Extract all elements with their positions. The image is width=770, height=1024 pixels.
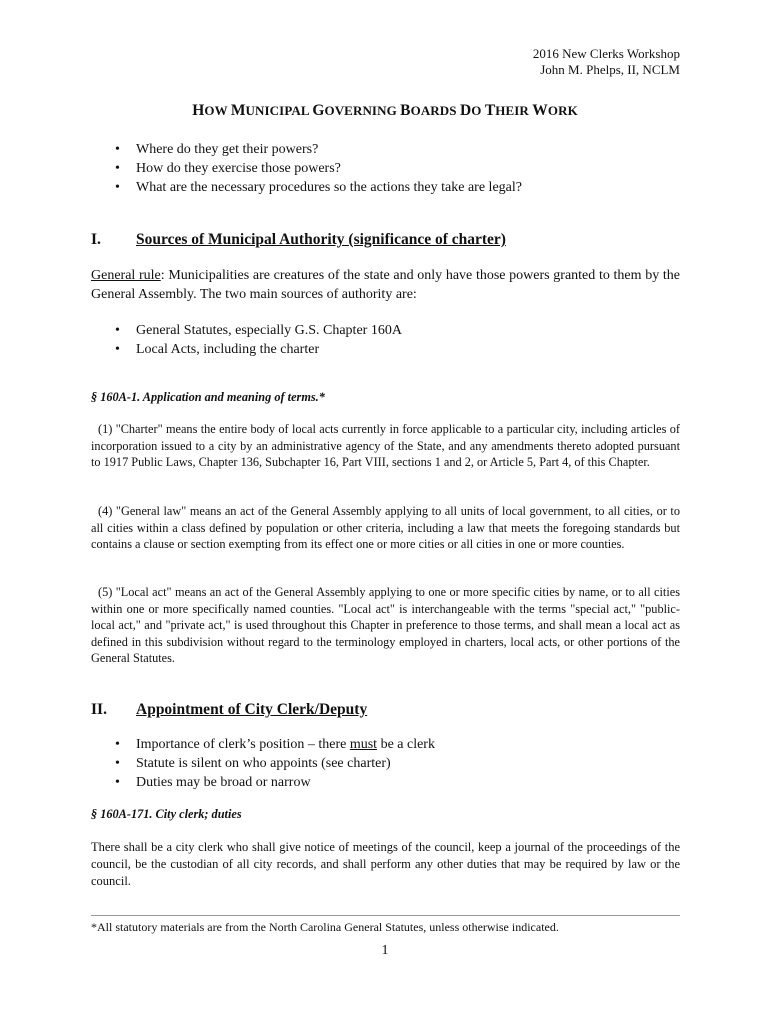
clerk-point-list (111, 735, 435, 792)
definition-charter: (1) "Charter" means the entire body of local acts currently in force applicable to a particular city, including articles of incorporation issued to a city by an administrative agency of the State, and any amendments thereto adopted pursuant to 1917 Public Laws, Chapter 136, Subchapter 16, Part VIII, sections 1 and 2, or Article 5, Part 4, of this Chapter. (91, 422, 680, 469)
list-item: • Statute is silent on who appoints (see charter) (111, 754, 435, 773)
authority-source-list (111, 321, 402, 359)
section-1-heading (91, 231, 506, 249)
statute-title-160a-171: § 160A-171. City clerk; duties (91, 807, 242, 821)
section-number: II. (91, 701, 107, 718)
document-header (533, 46, 680, 78)
section-2-heading (91, 701, 367, 719)
definition-local-act: (5) "Local act" means an act of the General Assembly applying to one or more specific cities by name, or to all cities within one or more specifically named counties. "Local act" is interchangeable with the terms "special act," "public-local act," and "private act," is used throughout this Chapter in preference to those terms, and shall mean a local act as defined in this subdivision without regard to the terminology employed in charters, local acts, or other portions of the General Statutes. (91, 585, 680, 665)
list-item: • Where do they get their powers? (111, 140, 522, 159)
header-author: John M. Phelps, II, NCLM (540, 62, 680, 77)
section-number: I. (91, 231, 101, 248)
section-title: Appointment of City Clerk/Deputy (136, 701, 368, 718)
definition-general-law: (4) "General law" means an act of the General Assembly applying to all units of local government, to all cities, or to all cities within a class defined by population or other criteria, including a law that meets the foregoing standards but contains a clause or section exempting from its effect one or more cities or all cities in one or more counties. (91, 504, 680, 551)
statute-text-city-clerk: There shall be a city clerk who shall give notice of meetings of the council, keep a journal of the proceedings of the council, be the custodian of all city records, and shall perform any other duties that may be required by law or the council. (91, 840, 680, 888)
header-workshop: 2016 New Clerks Workshop (532, 46, 680, 61)
list-item: • What are the necessary procedures so the actions they take are legal? (111, 178, 522, 197)
page-title: HOW MUNICIPAL GOVERNING BOARDS DO THEIR WORK (192, 102, 578, 119)
statute-title-160a-1: § 160A-1. Application and meaning of terms.* (91, 390, 325, 404)
list-item: • General Statutes, especially G.S. Chapter 160A (111, 321, 402, 340)
page-number: 1 (381, 943, 389, 958)
list-item: • Local Acts, including the charter (111, 340, 402, 359)
intro-question-list (111, 140, 522, 197)
list-item: • Duties may be broad or narrow (111, 773, 435, 792)
footnote: *All statutory materials are from the North Carolina General Statutes, unless otherwise indicated. (91, 920, 559, 934)
general-rule-paragraph: General rule: Municipalities are creatures of the state and only have those powers granted to them by the General Assembly. The two main sources of authority are: (91, 268, 680, 302)
list-item: • Importance of clerk’s position – there must be a clerk (111, 735, 435, 754)
section-title: Sources of Municipal Authority (significance of charter) (136, 231, 506, 248)
footnote-divider (91, 915, 680, 916)
list-item: • How do they exercise those powers? (111, 159, 522, 178)
